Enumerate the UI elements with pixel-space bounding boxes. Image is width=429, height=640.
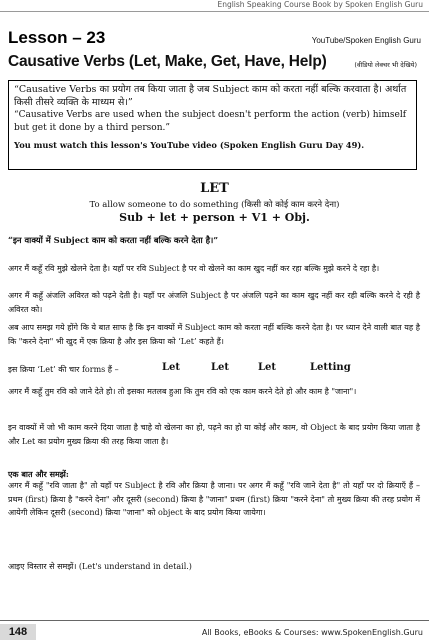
form-2: Let bbox=[211, 362, 230, 373]
subheading-ek-baat: एक बात और समझें: bbox=[8, 469, 69, 479]
header-divider bbox=[0, 11, 429, 12]
lesson-number: Lesson – 23 bbox=[8, 28, 106, 47]
youtube-channel: YouTube/Spoken English Guru bbox=[311, 36, 421, 45]
paragraph-example-3: अगर मैं कहूँ तुम रवि को जाने देते हो। तो इसका मतलब हुआ कि तुम रवि को एक काम करने देते हो और काम है "जाना"। bbox=[8, 387, 357, 396]
paragraph-rule: इन वाक्यों में जो भी काम करने दिया जाता है चाहे वो खेलना का हो, पढ़ने का हो या कोई और काम, वो Object के बाद प्रयोग किया जाता है और Let का प्रयोग मुख्य क्रिया की तरह किया जाता है। bbox=[8, 423, 420, 446]
running-header: English Speaking Course Book by Spoken English Guru bbox=[217, 0, 423, 9]
watch-video-note: You must watch this lesson's YouTube video (Spoken English Guru Day 49). bbox=[14, 140, 365, 150]
paragraph-explanation: अब आप समझ गये होंगे कि ये बात साफ है कि इन वाक्यों में Subject काम को करता नहीं बल्कि करने देता है। पर ध्यान देने वाली बात यह है कि "करने देना" भी खुद में एक क्रिया है और इस क्रिया को ‘Let’ कहते हैं। bbox=[8, 323, 420, 346]
footer-text: All Books, eBooks & Courses: www.SpokenEnglish.Guru bbox=[201, 628, 423, 637]
forms-intro: इस क्रिया ‘Let’ की चार forms हैं – bbox=[8, 365, 119, 374]
english-definition: “Causative Verbs are used when the subject doesn't perform the action (verb) himself but get it done by a third person.” bbox=[14, 110, 407, 133]
paragraph-detail: आइए विस्तार से समझें। (Let's understand in detail.) bbox=[8, 562, 192, 571]
paragraph-example-2: अगर मैं कहूँ अंजलि अविरत को पढ़ने देती है। यहाँ पर अंजलि Subject है पर अंजलि पढ़ने का काम खुद नहीं कर रही बल्कि करने दे रही है अविरत को। bbox=[8, 291, 420, 314]
definition-box bbox=[8, 80, 417, 170]
form-1: Let bbox=[162, 362, 181, 373]
paragraph-two-verbs: अगर मैं कहूँ "रवि जाता है" तो यहाँ पर Subject है रवि और क्रिया है जाना। पर अगर मैं कहूँ "रवि जाने देता है" तो यहाँ पर दो क्रियाएँ हैं – प्रथम (first) क्रिया है "करने देना" और दूसरी (second) क्रिया है "जाना" प्रथम (first) क्रिया "करने देना" तो मुख्य क्रिया की तरह प्रयोग में आयेगी लेकिन दूसरी (second) क्रिया "जाना" को object के बाद प्रयोग किया जायेगा। bbox=[8, 481, 420, 517]
lesson-title: Causative Verbs (Let, Make, Get, Have, Help) bbox=[8, 53, 327, 70]
section-heading-let: LET bbox=[200, 181, 229, 196]
video-note: (वीडियो लेक्चर भी देखिये) bbox=[354, 61, 417, 69]
hindi-definition: “Causative Verbs का प्रयोग तब किया जाता है जब Subject काम को करता नहीं बल्कि करवाता है। अर्थात किसी तीसरे व्यक्ति के माध्यम से।” bbox=[14, 84, 407, 108]
let-formula: Sub + let + person + V1 + Obj. bbox=[119, 211, 310, 224]
forms-line bbox=[8, 364, 420, 378]
paragraph-example-1: अगर मैं कहूँ रवि मुझे खेलने देता है। यहाँ पर रवि Subject है पर वो खेलने का काम खुद नहीं कर रहा बल्कि मुझे करने दे रहा है। bbox=[8, 264, 380, 273]
let-meaning: To allow someone to do something (किसी को कोई काम करने देना) bbox=[89, 200, 340, 210]
page-number: 148 bbox=[0, 624, 36, 640]
form-4: Letting bbox=[310, 362, 351, 373]
quote-line: “इन वाक्यों में Subject काम को करता नहीं बल्कि करने देता है।” bbox=[8, 235, 219, 245]
form-3: Let bbox=[258, 362, 277, 373]
footer-divider bbox=[0, 620, 429, 621]
